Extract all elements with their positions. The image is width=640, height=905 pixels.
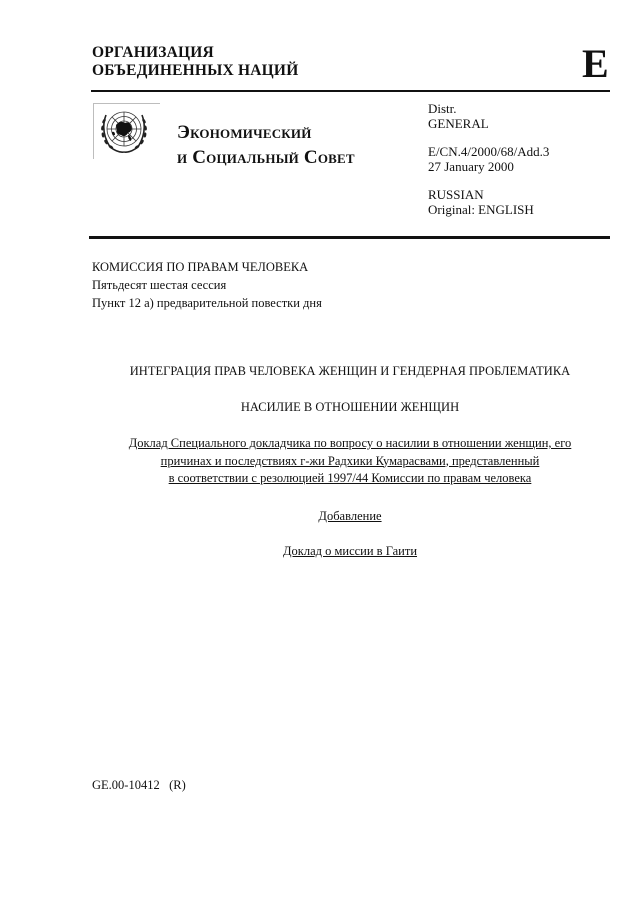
organization-name bbox=[92, 44, 298, 80]
document-symbol: E/CN.4/2000/68/Add.3 bbox=[428, 144, 550, 159]
report-title bbox=[90, 435, 610, 488]
commission-block bbox=[92, 258, 322, 312]
original-language: Original: ENGLISH bbox=[428, 201, 534, 217]
council-name-line1: Экономический bbox=[177, 122, 312, 143]
organization-name-line2: ОБЪЕДИНЕННЫХ НАЦИЙ bbox=[92, 62, 299, 79]
distribution-block bbox=[428, 102, 549, 217]
document-date: 27 January 2000 bbox=[428, 158, 514, 174]
header-divider-top bbox=[91, 90, 610, 92]
language-letter: E bbox=[582, 41, 609, 86]
report-title-line2: причинах и последствиях г-жи Радхики Кумарасвами, представленный bbox=[160, 453, 540, 468]
mission-label: Доклад о миссии в Гаити bbox=[282, 544, 418, 558]
agenda-item: Пункт 12 а) предварительной повестки дня bbox=[92, 296, 322, 310]
header-divider-bottom bbox=[89, 236, 610, 239]
organization-name-line1: ОРГАНИЗАЦИЯ bbox=[92, 44, 214, 61]
footer-document-code: GE.00-10412 (R) bbox=[92, 778, 186, 792]
un-emblem-icon bbox=[98, 105, 150, 155]
addendum-heading bbox=[90, 508, 610, 524]
distr-value: GENERAL bbox=[428, 115, 489, 131]
sub-title: НАСИЛИЕ В ОТНОШЕНИИ ЖЕНЩИН bbox=[240, 400, 460, 414]
report-title-line1: Доклад Специального докладчика по вопросу о насилии в отношении женщин, его bbox=[128, 436, 572, 450]
document-language: RUSSIAN bbox=[428, 187, 484, 202]
report-title-line3: в соответствии с резолюцией 1997/44 Комиссии по правам человека bbox=[168, 471, 532, 485]
commission-name: КОМИССИЯ ПО ПРАВАМ ЧЕЛОВЕКА bbox=[92, 260, 309, 274]
mission-heading bbox=[90, 543, 610, 559]
council-name bbox=[177, 120, 355, 170]
addendum-label: Добавление bbox=[318, 509, 382, 523]
main-title: ИНТЕГРАЦИЯ ПРАВ ЧЕЛОВЕКА ЖЕНЩИН И ГЕНДЕРНАЯ ПРОБЛЕМАТИКА bbox=[129, 364, 571, 378]
council-name-line2: и Социальный Совет bbox=[177, 147, 355, 168]
session-name: Пятьдесят шестая сессия bbox=[92, 278, 227, 292]
distr-label: Distr. bbox=[428, 101, 457, 116]
